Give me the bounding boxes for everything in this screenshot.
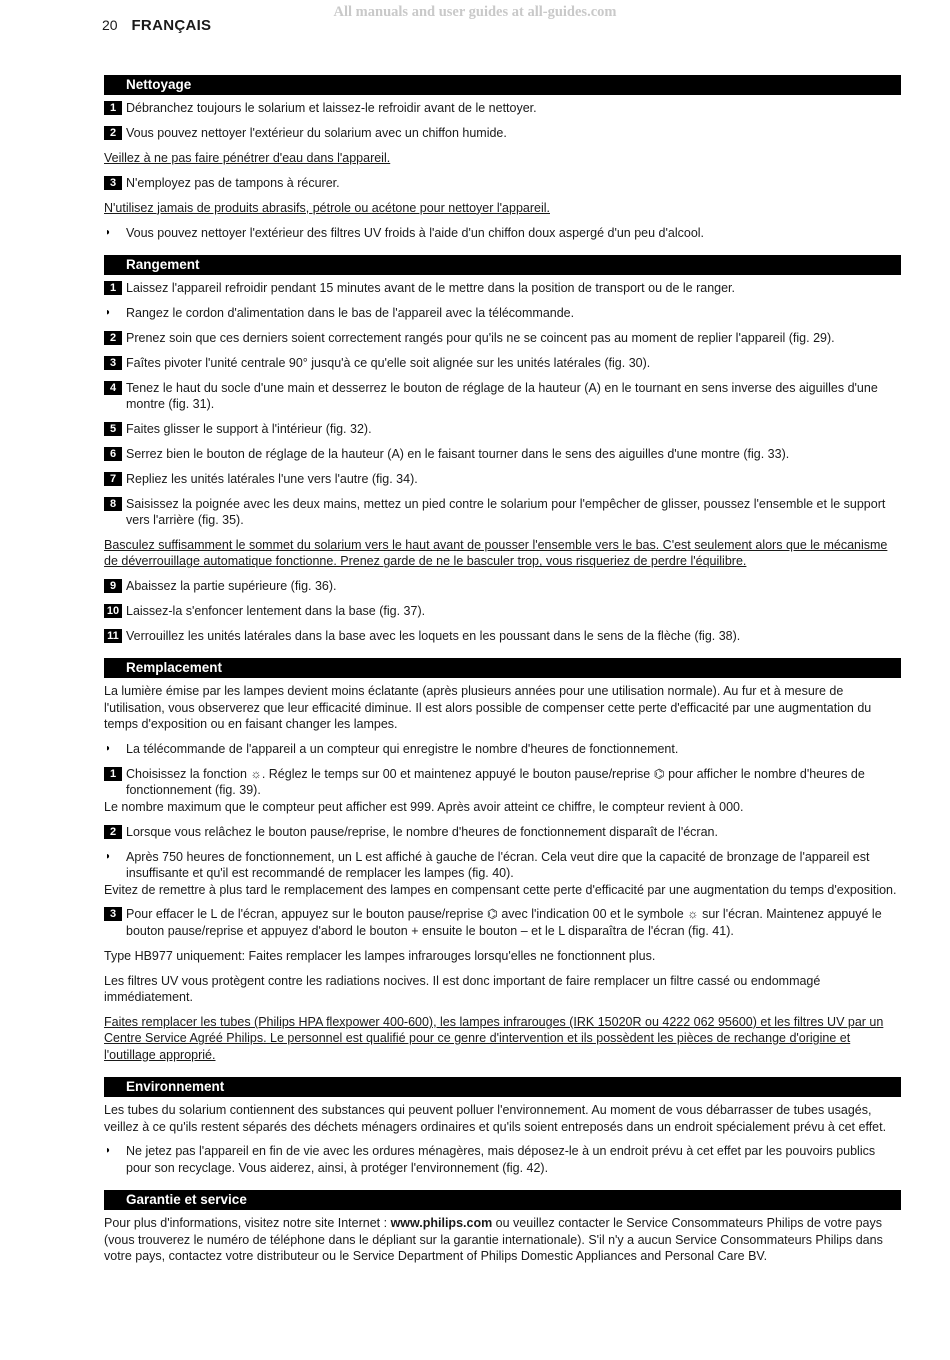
section-title-nettoyage: Nettoyage	[104, 75, 901, 95]
step-text: Débranchez toujours le solarium et laissez-le refroidir avant de le nettoyer.	[126, 101, 537, 115]
step-item	[104, 628, 901, 644]
paragraph-garantie	[104, 1215, 901, 1264]
step-text: Faîtes pivoter l'unité centrale 90° jusqu'à ce qu'elle soit alignée sur les unités latérales (fig. 30).	[126, 355, 651, 370]
bullet-icon: ◗	[105, 226, 112, 238]
step-text: Faites glisser le support à l'intérieur (fig. 32).	[126, 421, 372, 436]
bullet-text: Vous pouvez nettoyer l'extérieur des filtres UV froids à l'aide d'un chiffon doux aspergé d'un peu d'alcool.	[126, 225, 705, 240]
step-text: Laissez l'appareil refroidir pendant 15 minutes avant de le mettre dans la position de transport ou de le ranger.	[126, 280, 736, 295]
bullet-text: La télécommande de l'appareil a un compteur qui enregistre le nombre d'heures de fonctionnement.	[126, 742, 679, 757]
step-item	[104, 421, 901, 437]
step-item	[104, 446, 901, 462]
step-item	[104, 496, 901, 529]
step-item	[104, 824, 901, 840]
step-item	[104, 578, 901, 594]
bullet-item	[104, 849, 901, 882]
step-item	[104, 355, 901, 371]
warning-text: Basculez suffisamment le sommet du solarium vers le haut avant de pousser l'ensemble vers le bas. C'est seulement alors que le mécanisme de déverrouillage automatique fonctionne. Prenez garde de ne le basculer trop, vous risqueriez de perdre l'équilibre.	[104, 537, 888, 569]
running-header	[102, 17, 211, 34]
step-item	[104, 906, 901, 939]
warning-text: Veillez à ne pas faire pénétrer d'eau dans l'appareil.	[104, 150, 391, 165]
bullet-icon: ◗	[105, 1145, 112, 1157]
step-item	[104, 100, 901, 116]
note-text: Le nombre maximum que le compteur peut afficher est 999. Après avoir atteint ce chiffre, le compteur revient à 000.	[104, 799, 744, 814]
step-text: Tenez le haut du socle d'une main et desserrez le bouton de réglage de la hauteur (A) en le tournant en sens inverse des aiguilles d'une montre (fig. 31).	[126, 380, 878, 411]
paragraph: La lumière émise par les lampes devient moins éclatante (après plusieurs années pour une utilisation normale). Au fur et à mesure de l'utilisation, vous observerez que leur efficacité diminue. Il est alors possible de compenser cette perte d'efficacité par une augmentation du temps d'exposition ou en faisant changer les lampes.	[104, 684, 872, 732]
step-number: 3	[104, 907, 122, 921]
step-item	[104, 603, 901, 619]
bullet-text: Rangez le cordon d'alimentation dans le bas de l'appareil avec la télécommande.	[126, 305, 575, 320]
step-item	[104, 125, 901, 141]
step-number: 5	[104, 422, 122, 436]
step-number: 1	[104, 767, 122, 781]
step-number: 1	[104, 281, 122, 295]
step-number: 8	[104, 497, 122, 511]
step-number: 6	[104, 447, 122, 461]
step-item	[104, 766, 901, 799]
paragraph: Les filtres UV vous protègent contre les radiations nocives. Il est donc important de faire remplacer un filtre cassé ou endommagé immédiatement.	[104, 973, 821, 1005]
step-text: Choisissez la fonction ☼. Réglez le temps sur 00 et maintenez appuyé le bouton pause/reprise ⌬ pour afficher le nombre d'heures de fonctionnement (fig. 39).	[126, 767, 865, 798]
note-text: Evitez de remettre à plus tard le remplacement des lampes en compensant cette perte d'efficacité par une augmentation du temps d'exposition.	[104, 882, 897, 897]
step-text: Laissez-la s'enfoncer lentement dans la base (fig. 37).	[126, 604, 426, 619]
bullet-text: Ne jetez pas l'appareil en fin de vie avec les ordures ménagères, mais déposez-le à un endroit prévu à cet effet par les pouvoirs publics pour son recyclage. Vous aiderez, ainsi, à protéger l'environnement (fig. 42).	[126, 1144, 876, 1175]
bullet-item	[104, 741, 901, 757]
step-number: 2	[104, 126, 122, 140]
step-number: 2	[104, 825, 122, 839]
page-content	[104, 75, 901, 1273]
step-item	[104, 471, 901, 487]
bullet-item	[104, 225, 901, 241]
step-number: 10	[104, 604, 122, 618]
step-number: 9	[104, 579, 122, 593]
step-text: N'employez pas de tampons à récurer.	[126, 175, 340, 190]
step-item	[104, 330, 901, 346]
warning-text: Faites remplacer les tubes (Philips HPA flexpower 400-600), les lampes infrarouges (IRK 15020R ou 4222 062 95600) et les filtres UV par un Centre Service Agréé Philips. Le personnel est qualifié pour ce genre d'intervention et ils possèdent les pièces de rechange d'origine et l'outillage approprié.	[104, 1014, 884, 1062]
section-title-environnement: Environnement	[104, 1077, 901, 1097]
bullet-icon: ◗	[105, 743, 112, 755]
section-title-rangement: Rangement	[104, 255, 901, 275]
step-text: Verrouillez les unités latérales dans la base avec les loquets en les poussant dans le sens de la flèche (fig. 38).	[126, 629, 741, 644]
warning-text: N'utilisez jamais de produits abrasifs, pétrole ou acétone pour nettoyer l'appareil.	[104, 200, 550, 215]
language-label: FRANÇAIS	[131, 17, 212, 34]
step-item	[104, 175, 901, 191]
garantie-text-start: Pour plus d'informations, visitez notre site Internet :	[104, 1216, 391, 1231]
bullet-item	[104, 1143, 901, 1176]
garantie-text-end: ou veuillez contacter le Service Consommateurs Philips de votre pays (vous trouverez le numéro de téléphone dans le dépliant sur la garantie internationale). S'il n'y a aucun Service Consommateurs Philips dans votre pays, contactez votre distributeur ou le Service Department of Philips Domestic Appliances and Personal Care BV.	[104, 1216, 883, 1264]
bullet-icon: ◗	[105, 850, 112, 862]
bullet-icon: ◗	[105, 306, 112, 318]
section-title-garantie: Garantie et service	[104, 1190, 901, 1210]
step-number: 3	[104, 176, 122, 190]
step-text: Saisissez la poignée avec les deux mains, mettez un pied contre le solarium pour l'empêcher de glisser, poussez l'ensemble et le support vers l'arrière (fig. 35).	[126, 496, 886, 527]
step-text: Prenez soin que ces derniers soient correctement rangés pour qu'ils ne se coincent pas au moment de replier l'appareil (fig. 29).	[126, 330, 835, 345]
step-text: Pour effacer le L de l'écran, appuyez sur le bouton pause/reprise ⌬ avec l'indication 00 et le symbole ☼ sur l'écran. Maintenez appuyé le bouton pause/reprise et appuyez d'abord le bouton + ensuite le bouton – et le L disparaîtra de l'écran (fig. 41).	[126, 907, 882, 938]
step-text: Serrez bien le bouton de réglage de la hauteur (A) en le faisant tourner dans le sens des aiguilles d'une montre (fig. 33).	[126, 446, 790, 461]
step-number: 2	[104, 331, 122, 345]
paragraph: Type HB977 uniquement: Faites remplacer les lampes infrarouges lorsqu'elles ne fonctionnent plus.	[104, 948, 656, 963]
step-number: 7	[104, 472, 122, 486]
step-item	[104, 280, 901, 296]
website-link[interactable]: www.philips.com	[390, 1216, 493, 1231]
bullet-text: Après 750 heures de fonctionnement, un L est affiché à gauche de l'écran. Cela veut dire que la capacité de bronzage de l'appareil est insuffisante et qu'il est recommandé de remplacer les lampes (fig. 40).	[126, 849, 870, 881]
step-number: 1	[104, 101, 122, 115]
page-number: 20	[102, 17, 118, 33]
section-title-remplacement: Remplacement	[104, 658, 901, 678]
step-number: 3	[104, 356, 122, 370]
paragraph: Les tubes du solarium contiennent des substances qui peuvent polluer l'environnement. Au moment de vous débarrasser de tubes usagés, veillez à ce qu'ils restent séparés des déchets ménagers ordinaires et qu'ils soient entreposés dans un endroit spécialement prévu à cet effet.	[104, 1103, 887, 1134]
step-number: 4	[104, 381, 122, 395]
step-text: Lorsque vous relâchez le bouton pause/reprise, le nombre d'heures de fonctionnement disparaît de l'écran.	[126, 824, 718, 839]
step-text: Repliez les unités latérales l'une vers l'autre (fig. 34).	[126, 471, 418, 486]
step-text: Vous pouvez nettoyer l'extérieur du solarium avec un chiffon humide.	[126, 125, 507, 140]
step-text: Abaissez la partie supérieure (fig. 36).	[126, 579, 337, 594]
watermark: All manuals and user guides at all-guides.com	[333, 4, 617, 20]
step-item	[104, 380, 901, 413]
step-number: 11	[104, 629, 122, 643]
bullet-item	[104, 305, 901, 321]
